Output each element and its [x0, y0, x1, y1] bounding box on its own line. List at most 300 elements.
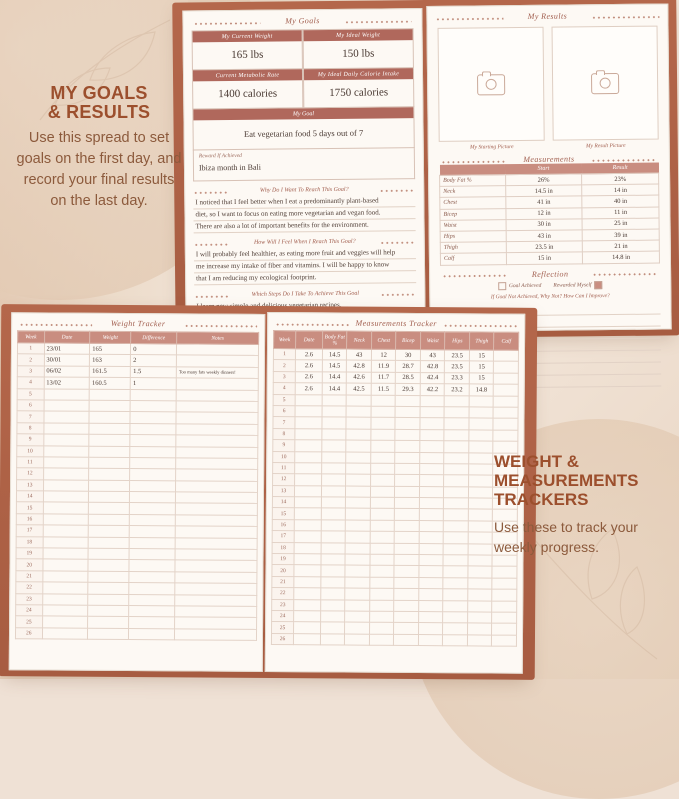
row-cell[interactable]: [322, 429, 347, 441]
row-cell[interactable]: [346, 531, 371, 543]
row-calf[interactable]: [494, 384, 519, 396]
row-cell[interactable]: [371, 463, 396, 475]
row-cell[interactable]: [346, 486, 371, 498]
row-cell[interactable]: [129, 606, 175, 618]
row-bodyfat[interactable]: 14.4: [322, 372, 347, 384]
row-cell[interactable]: [394, 634, 419, 646]
row-cell[interactable]: [371, 429, 396, 441]
row-cell[interactable]: [294, 520, 321, 532]
row-cell[interactable]: [43, 468, 89, 480]
row-notes[interactable]: [176, 355, 258, 367]
row-chest[interactable]: 11.7: [371, 372, 396, 384]
row-date[interactable]: 06/02: [44, 366, 90, 378]
row-cell[interactable]: [469, 430, 494, 442]
row-cell[interactable]: [419, 566, 444, 578]
row-cell[interactable]: [445, 395, 470, 407]
row-cell[interactable]: [295, 474, 322, 486]
row-cell[interactable]: [395, 497, 420, 509]
row-cell[interactable]: [321, 554, 346, 566]
row-cell[interactable]: [294, 622, 321, 634]
row-cell[interactable]: [129, 628, 175, 640]
row-cell[interactable]: [443, 634, 468, 646]
row-cell[interactable]: [345, 622, 370, 634]
row-cell[interactable]: [420, 395, 445, 407]
row-calf[interactable]: [494, 350, 519, 362]
row-cell[interactable]: [444, 521, 469, 533]
row-cell[interactable]: [468, 532, 493, 544]
row-cell[interactable]: [129, 526, 175, 538]
row-cell[interactable]: [89, 457, 130, 469]
row-cell[interactable]: [492, 623, 517, 635]
row-cell[interactable]: [89, 480, 130, 492]
row-cell[interactable]: [346, 543, 371, 555]
row-cell[interactable]: [468, 509, 493, 521]
row-cell[interactable]: [346, 474, 371, 486]
row-cell[interactable]: [370, 566, 395, 578]
row-cell[interactable]: [346, 429, 371, 441]
row-cell[interactable]: [444, 441, 469, 453]
checkbox-icon[interactable]: [498, 282, 506, 290]
row-cell[interactable]: [419, 600, 444, 612]
row-cell[interactable]: [130, 492, 176, 504]
row-cell[interactable]: [371, 475, 396, 487]
row-cell[interactable]: [347, 395, 372, 407]
row-bicep[interactable]: 28.7: [396, 361, 421, 373]
row-cell[interactable]: [468, 498, 493, 510]
row-cell[interactable]: [129, 594, 175, 606]
row-chest[interactable]: 11.9: [371, 361, 396, 373]
row-cell[interactable]: [176, 458, 258, 470]
row-cell[interactable]: [89, 412, 130, 424]
row-cell[interactable]: [322, 451, 347, 463]
row-cell[interactable]: [294, 531, 321, 543]
row-cell[interactable]: [42, 594, 88, 606]
row-cell[interactable]: [42, 628, 88, 640]
row-cell[interactable]: [89, 503, 130, 515]
row-cell[interactable]: [174, 629, 256, 641]
row-cell[interactable]: [294, 588, 321, 600]
row-cell[interactable]: [130, 480, 176, 492]
row-waist[interactable]: 42.8: [420, 361, 445, 373]
row-cell[interactable]: [370, 543, 395, 555]
row-cell[interactable]: [394, 589, 419, 601]
row-thigh[interactable]: 15: [469, 373, 494, 385]
row-cell[interactable]: [395, 463, 420, 475]
row-cell[interactable]: [88, 560, 129, 572]
row-cell[interactable]: [176, 389, 258, 401]
row-cell[interactable]: [444, 475, 469, 487]
row-date[interactable]: 2.6: [295, 349, 322, 361]
row-cell[interactable]: [469, 464, 494, 476]
row-cell[interactable]: [43, 548, 89, 560]
row-cell[interactable]: [370, 577, 395, 589]
row-cell[interactable]: [175, 560, 257, 572]
row-difference[interactable]: 1: [130, 378, 176, 390]
goal-achieved-chip[interactable]: [498, 281, 542, 289]
row-cell[interactable]: [395, 520, 420, 532]
row-cell[interactable]: [371, 452, 396, 464]
row-cell[interactable]: [130, 469, 176, 481]
row-cell[interactable]: [469, 395, 494, 407]
row-cell[interactable]: [175, 617, 257, 629]
row-calf[interactable]: [494, 361, 519, 373]
row-date[interactable]: 2.6: [295, 383, 322, 395]
row-cell[interactable]: [176, 412, 258, 424]
row-bodyfat[interactable]: 14.5: [322, 360, 347, 372]
row-cell[interactable]: [444, 509, 469, 521]
row-cell[interactable]: [295, 451, 322, 463]
row-date[interactable]: 23/01: [44, 343, 90, 355]
row-hips[interactable]: 23.3: [445, 373, 470, 385]
row-cell[interactable]: [345, 634, 370, 646]
row-cell[interactable]: [89, 491, 130, 503]
row-chest[interactable]: 12: [371, 349, 396, 361]
row-cell[interactable]: [419, 555, 444, 567]
row-cell[interactable]: [88, 594, 129, 606]
row-cell[interactable]: [468, 566, 493, 578]
row-weight[interactable]: 161.5: [90, 366, 131, 378]
row-cell[interactable]: [88, 571, 129, 583]
row-cell[interactable]: [418, 634, 443, 646]
row-cell[interactable]: [394, 611, 419, 623]
row-cell[interactable]: [444, 464, 469, 476]
row-cell[interactable]: [443, 600, 468, 612]
row-cell[interactable]: [322, 440, 347, 452]
row-cell[interactable]: [345, 588, 370, 600]
row-hips[interactable]: 23.5: [445, 350, 470, 362]
row-thigh[interactable]: 14.8: [469, 384, 494, 396]
row-cell[interactable]: [492, 601, 517, 613]
row-cell[interactable]: [295, 394, 322, 406]
row-cell[interactable]: [469, 407, 494, 419]
row-cell[interactable]: [468, 589, 493, 601]
row-cell[interactable]: [445, 407, 470, 419]
row-cell[interactable]: [420, 429, 445, 441]
row-cell[interactable]: [294, 576, 321, 588]
row-date[interactable]: 30/01: [44, 354, 90, 366]
row-cell[interactable]: [294, 565, 321, 577]
row-cell[interactable]: [43, 502, 89, 514]
row-cell[interactable]: [130, 457, 176, 469]
row-cell[interactable]: [369, 634, 394, 646]
row-cell[interactable]: [294, 599, 321, 611]
row-cell[interactable]: [88, 525, 129, 537]
row-weight[interactable]: 160.5: [89, 377, 130, 389]
row-cell[interactable]: [346, 417, 371, 429]
row-cell[interactable]: [129, 537, 175, 549]
row-cell[interactable]: [129, 583, 175, 595]
row-cell[interactable]: [295, 440, 322, 452]
row-cell[interactable]: [370, 509, 395, 521]
row-cell[interactable]: [419, 612, 444, 624]
row-cell[interactable]: [322, 463, 347, 475]
row-cell[interactable]: [395, 475, 420, 487]
row-cell[interactable]: [129, 560, 175, 572]
row-cell[interactable]: [43, 445, 89, 457]
row-waist[interactable]: 42.2: [420, 384, 445, 396]
row-cell[interactable]: [89, 446, 130, 458]
row-notes[interactable]: Too many fats weekly dinners!: [176, 367, 258, 379]
row-waist[interactable]: 42.4: [420, 372, 445, 384]
row-cell[interactable]: [347, 406, 372, 418]
row-cell[interactable]: [492, 635, 517, 647]
row-waist[interactable]: 43: [420, 350, 445, 362]
row-cell[interactable]: [371, 406, 396, 418]
row-cell[interactable]: [176, 401, 258, 413]
row-cell[interactable]: [419, 509, 444, 521]
row-cell[interactable]: [345, 600, 370, 612]
row-cell[interactable]: [88, 605, 129, 617]
row-cell[interactable]: [175, 537, 257, 549]
row-cell[interactable]: [492, 566, 517, 578]
row-cell[interactable]: [443, 612, 468, 624]
row-cell[interactable]: [175, 515, 257, 527]
row-cell[interactable]: [321, 508, 346, 520]
row-cell[interactable]: [42, 582, 88, 594]
row-cell[interactable]: [294, 554, 321, 566]
row-cell[interactable]: [175, 503, 257, 515]
row-cell[interactable]: [175, 594, 257, 606]
row-cell[interactable]: [394, 554, 419, 566]
row-cell[interactable]: [468, 612, 493, 624]
row-cell[interactable]: [322, 406, 347, 418]
row-cell[interactable]: [175, 572, 257, 584]
row-cell[interactable]: [89, 469, 130, 481]
rewarded-myself-chip[interactable]: [553, 281, 602, 290]
row-cell[interactable]: [43, 480, 89, 492]
row-cell[interactable]: [346, 452, 371, 464]
row-cell[interactable]: [44, 388, 90, 400]
row-cell[interactable]: [443, 555, 468, 567]
row-cell[interactable]: [420, 407, 445, 419]
row-cell[interactable]: [320, 634, 345, 646]
row-cell[interactable]: [396, 406, 421, 418]
row-cell[interactable]: [42, 559, 88, 571]
row-cell[interactable]: [89, 400, 130, 412]
row-cell[interactable]: [295, 463, 322, 475]
row-thigh[interactable]: 15: [469, 350, 494, 362]
row-neck[interactable]: 43: [347, 349, 372, 361]
row-cell[interactable]: [394, 600, 419, 612]
row-cell[interactable]: [321, 520, 346, 532]
row-date[interactable]: 2.6: [295, 371, 322, 383]
row-cell[interactable]: [494, 407, 519, 419]
row-cell[interactable]: [395, 543, 420, 555]
row-cell[interactable]: [321, 565, 346, 577]
row-cell[interactable]: [321, 588, 346, 600]
row-cell[interactable]: [88, 617, 129, 629]
row-cell[interactable]: [370, 486, 395, 498]
row-cell[interactable]: [492, 589, 517, 601]
row-cell[interactable]: [175, 583, 257, 595]
row-cell[interactable]: [346, 509, 371, 521]
row-cell[interactable]: [294, 542, 321, 554]
row-cell[interactable]: [419, 520, 444, 532]
row-cell[interactable]: [89, 389, 130, 401]
row-weight[interactable]: 163: [90, 355, 131, 367]
row-cell[interactable]: [89, 434, 130, 446]
row-cell[interactable]: [370, 611, 395, 623]
row-bodyfat[interactable]: 14.4: [322, 383, 347, 395]
row-cell[interactable]: [443, 566, 468, 578]
row-cell[interactable]: [444, 452, 469, 464]
row-cell[interactable]: [42, 605, 88, 617]
row-cell[interactable]: [345, 611, 370, 623]
row-cell[interactable]: [419, 532, 444, 544]
row-bicep[interactable]: 28.5: [396, 372, 421, 384]
row-cell[interactable]: [443, 578, 468, 590]
row-cell[interactable]: [468, 487, 493, 499]
row-cell[interactable]: [419, 498, 444, 510]
row-cell[interactable]: [345, 577, 370, 589]
row-cell[interactable]: [43, 491, 89, 503]
row-cell[interactable]: [89, 423, 130, 435]
row-cell[interactable]: [371, 395, 396, 407]
row-cell[interactable]: [395, 418, 420, 430]
row-cell[interactable]: [130, 400, 176, 412]
row-neck[interactable]: 42.6: [347, 372, 372, 384]
row-cell[interactable]: [492, 612, 517, 624]
row-cell[interactable]: [42, 571, 88, 583]
row-cell[interactable]: [130, 503, 176, 515]
row-cell[interactable]: [321, 577, 346, 589]
row-cell[interactable]: [419, 589, 444, 601]
row-cell[interactable]: [345, 565, 370, 577]
row-cell[interactable]: [469, 475, 494, 487]
row-cell[interactable]: [176, 424, 258, 436]
row-cell[interactable]: [176, 435, 258, 447]
row-cell[interactable]: [370, 588, 395, 600]
row-cell[interactable]: [444, 498, 469, 510]
row-cell[interactable]: [370, 497, 395, 509]
row-cell[interactable]: [394, 577, 419, 589]
row-cell[interactable]: [420, 418, 445, 430]
row-cell[interactable]: [295, 428, 322, 440]
row-cell[interactable]: [294, 497, 321, 509]
row-cell[interactable]: [493, 418, 518, 430]
row-cell[interactable]: [418, 623, 443, 635]
checkbox-checked-icon[interactable]: [594, 281, 602, 289]
row-cell[interactable]: [369, 623, 394, 635]
row-cell[interactable]: [370, 600, 395, 612]
row-date[interactable]: 2.6: [295, 360, 322, 372]
row-cell[interactable]: [420, 475, 445, 487]
row-cell[interactable]: [419, 543, 444, 555]
row-cell[interactable]: [371, 440, 396, 452]
row-date[interactable]: 13/02: [44, 377, 90, 389]
row-cell[interactable]: [321, 611, 346, 623]
row-cell[interactable]: [88, 582, 129, 594]
row-cell[interactable]: [89, 514, 130, 526]
row-cell[interactable]: [346, 463, 371, 475]
row-cell[interactable]: [294, 611, 321, 623]
row-difference[interactable]: 1.5: [131, 366, 177, 378]
row-cell[interactable]: [43, 525, 89, 537]
row-neck[interactable]: 42.5: [347, 383, 372, 395]
row-cell[interactable]: [321, 543, 346, 555]
row-cell[interactable]: [419, 486, 444, 498]
row-cell[interactable]: [129, 571, 175, 583]
row-cell[interactable]: [394, 623, 419, 635]
row-cell[interactable]: [176, 446, 258, 458]
row-cell[interactable]: [43, 434, 89, 446]
row-cell[interactable]: [129, 617, 175, 629]
row-cell[interactable]: [346, 497, 371, 509]
row-cell[interactable]: [295, 417, 322, 429]
row-cell[interactable]: [130, 435, 176, 447]
row-cell[interactable]: [492, 578, 517, 590]
row-cell[interactable]: [176, 481, 258, 493]
row-cell[interactable]: [444, 486, 469, 498]
row-cell[interactable]: [345, 554, 370, 566]
row-cell[interactable]: [322, 474, 347, 486]
row-cell[interactable]: [443, 623, 468, 635]
row-bicep[interactable]: 30: [396, 349, 421, 361]
row-cell[interactable]: [130, 412, 176, 424]
row-cell[interactable]: [419, 577, 444, 589]
row-cell[interactable]: [346, 440, 371, 452]
row-cell[interactable]: [420, 441, 445, 453]
row-cell[interactable]: [395, 509, 420, 521]
row-cell[interactable]: [420, 452, 445, 464]
row-cell[interactable]: [371, 418, 396, 430]
row-cell[interactable]: [175, 606, 257, 618]
row-cell[interactable]: [467, 635, 492, 647]
row-cell[interactable]: [176, 469, 258, 481]
row-cell[interactable]: [321, 497, 346, 509]
row-cell[interactable]: [43, 537, 89, 549]
row-cell[interactable]: [468, 544, 493, 556]
row-cell[interactable]: [395, 429, 420, 441]
row-bodyfat[interactable]: 14.5: [322, 349, 347, 361]
row-thigh[interactable]: 15: [469, 361, 494, 373]
row-cell[interactable]: [468, 578, 493, 590]
row-cell[interactable]: [468, 521, 493, 533]
row-cell[interactable]: [468, 555, 493, 567]
row-cell[interactable]: [443, 589, 468, 601]
row-cell[interactable]: [320, 622, 345, 634]
row-hips[interactable]: 23.2: [445, 384, 470, 396]
row-cell[interactable]: [444, 429, 469, 441]
row-cell[interactable]: [293, 633, 320, 645]
row-cell[interactable]: [44, 400, 90, 412]
row-cell[interactable]: [469, 441, 494, 453]
row-cell[interactable]: [346, 520, 371, 532]
row-cell[interactable]: [88, 628, 129, 640]
row-cell[interactable]: [469, 418, 494, 430]
row-cell[interactable]: [175, 549, 257, 561]
row-cell[interactable]: [444, 532, 469, 544]
row-cell[interactable]: [88, 548, 129, 560]
row-cell[interactable]: [321, 599, 346, 611]
row-cell[interactable]: [42, 616, 88, 628]
row-difference[interactable]: 2: [131, 355, 177, 367]
row-cell[interactable]: [444, 418, 469, 430]
row-cell[interactable]: [43, 423, 89, 435]
row-cell[interactable]: [493, 430, 518, 442]
row-notes[interactable]: [176, 378, 258, 390]
row-bicep[interactable]: 29.3: [396, 384, 421, 396]
row-cell[interactable]: [294, 508, 321, 520]
row-cell[interactable]: [130, 514, 176, 526]
row-cell[interactable]: [295, 406, 322, 418]
row-neck[interactable]: 42.8: [347, 360, 372, 372]
row-cell[interactable]: [395, 486, 420, 498]
row-cell[interactable]: [129, 549, 175, 561]
row-cell[interactable]: [43, 514, 89, 526]
row-cell[interactable]: [295, 485, 322, 497]
row-cell[interactable]: [175, 526, 257, 538]
